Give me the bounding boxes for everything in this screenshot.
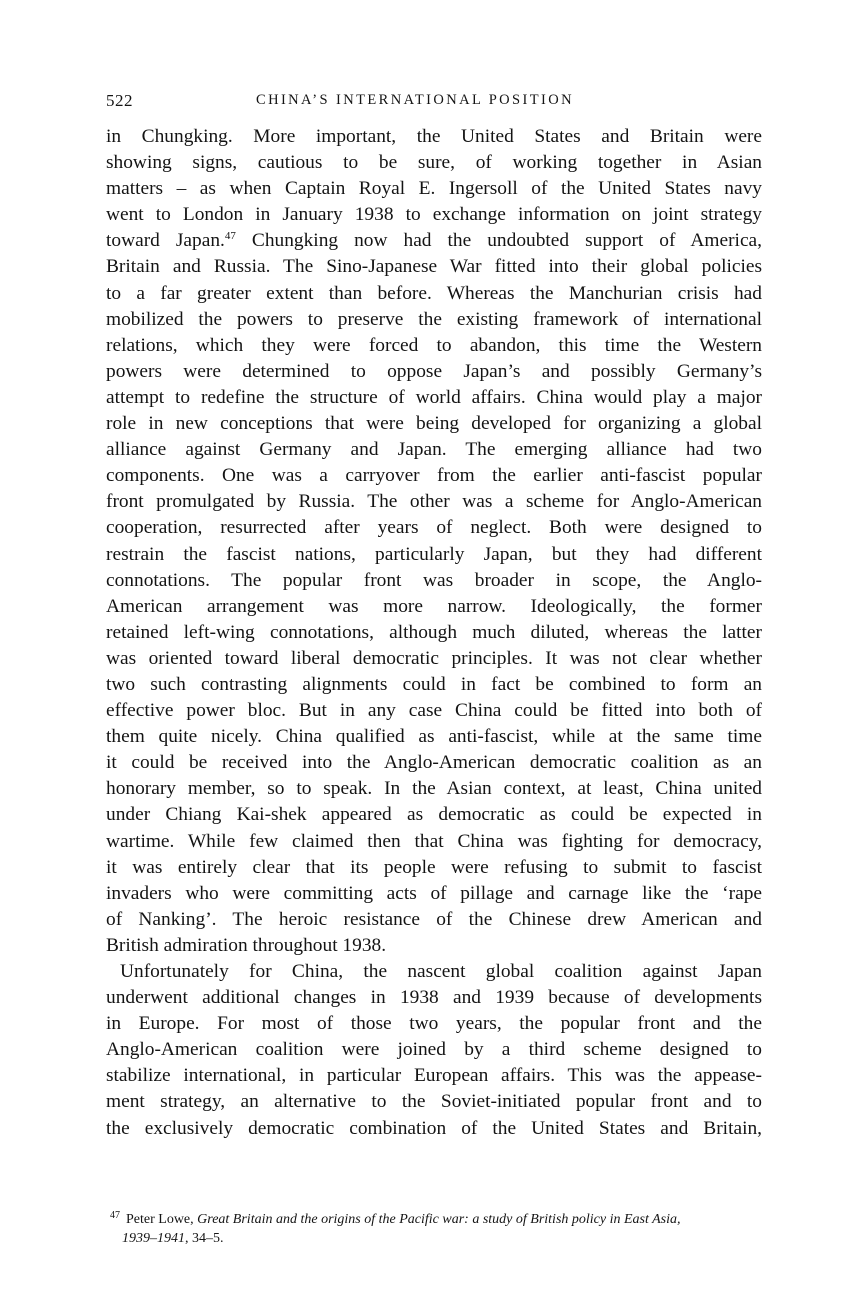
text-segment: toward Japan. bbox=[106, 230, 225, 252]
text-line bbox=[106, 228, 762, 254]
text-line: two such contrasting alignments could in fact be combined to form an bbox=[106, 673, 762, 695]
text-line: American arrangement was more narrow. Ideologically, the former bbox=[106, 595, 762, 617]
text-line: mobilized the powers to preserve the existing framework of international bbox=[106, 308, 762, 330]
text-line: British admiration throughout 1938. bbox=[106, 934, 387, 956]
text-line: connotations. The popular front was broader in scope, the Anglo- bbox=[106, 569, 762, 591]
page-number: 522 bbox=[106, 91, 133, 110]
footnote-title: Great Britain and the origins of the Pacific war: a study of British policy in East Asia, bbox=[197, 1212, 681, 1227]
text-line: stabilize international, in particular European affairs. This was the appease- bbox=[106, 1065, 762, 1087]
text-line: Britain and Russia. The Sino-Japanese War fitted into their global policies bbox=[106, 256, 762, 278]
text-line: components. One was a carryover from the earlier anti-fascist popular bbox=[106, 465, 762, 487]
paragraph-1 bbox=[106, 124, 762, 959]
text-line: role in new conceptions that were being developed for organizing a global bbox=[106, 413, 762, 435]
footnote-marker: 47 bbox=[224, 230, 236, 243]
text-line: went to London in January 1938 to exchange information on joint strategy bbox=[106, 204, 762, 226]
text-line: invaders who were committing acts of pillage and carnage like the ‘rape bbox=[106, 882, 762, 904]
running-title: CHINA’S INTERNATIONAL POSITION bbox=[256, 92, 574, 108]
text-line: honorary member, so to speak. In the Asian context, at least, China united bbox=[106, 778, 762, 800]
text-line: Anglo-American coalition were joined by a third scheme designed to bbox=[106, 1039, 762, 1061]
body-text bbox=[106, 124, 762, 1142]
text-line: cooperation, resurrected after years of neglect. Both were designed to bbox=[106, 517, 762, 539]
text-line: of Nanking’. The heroic resistance of the Chinese drew American and bbox=[106, 908, 762, 930]
text-line: the exclusively democratic combination of the United States and Britain, bbox=[106, 1117, 762, 1139]
footnote-line bbox=[106, 1210, 762, 1229]
text-line: wartime. While few claimed then that China was fighting for democracy, bbox=[106, 830, 762, 852]
footnote-line bbox=[106, 1229, 762, 1248]
text-line: them quite nicely. China qualified as anti-fascist, while at the same time bbox=[106, 726, 762, 748]
footnote-number: 47 bbox=[110, 1210, 120, 1221]
text-line: attempt to redefine the structure of world affairs. China would play a major bbox=[106, 386, 762, 408]
text-line: it was entirely clear that its people were refusing to submit to fascist bbox=[106, 856, 762, 878]
text-line: was oriented toward liberal democratic principles. It was not clear whether bbox=[106, 647, 762, 669]
running-head bbox=[106, 91, 762, 113]
text-line: to a far greater extent than before. Whereas the Manchurian crisis had bbox=[106, 282, 762, 304]
text-line: ment strategy, an alternative to the Soviet-initiated popular front and to bbox=[106, 1091, 762, 1113]
text-line: relations, which they were forced to abandon, this time the Western bbox=[106, 334, 762, 356]
footnote-author: Peter Lowe, bbox=[126, 1212, 198, 1227]
text-line: powers were determined to oppose Japan’s and possibly Germany’s bbox=[106, 360, 762, 382]
text-line: front promulgated by Russia. The other was a scheme for Anglo-American bbox=[106, 491, 762, 513]
footnote-pages: , 34–5. bbox=[185, 1231, 224, 1246]
text-line: alliance against Germany and Japan. The emerging alliance had two bbox=[106, 439, 762, 461]
text-line: Unfortunately for China, the nascent global coalition against Japan bbox=[120, 961, 762, 982]
text-line: matters – as when Captain Royal E. Ingersoll of the United States navy bbox=[106, 178, 762, 200]
text-line: under Chiang Kai-shek appeared as democratic as could be expected in bbox=[106, 804, 762, 826]
text-line: restrain the fascist nations, particularly Japan, but they had different bbox=[106, 543, 762, 565]
text-line: effective power bloc. But in any case China could be fitted into both of bbox=[106, 700, 762, 722]
text-line: it could be received into the Anglo-American democratic coalition as an bbox=[106, 752, 762, 774]
paragraph-2 bbox=[106, 959, 762, 1142]
footnote-years: 1939–1941 bbox=[122, 1231, 185, 1246]
text-line: showing signs, cautious to be sure, of working together in Asian bbox=[106, 152, 762, 174]
text-line: in Europe. For most of those two years, the popular front and the bbox=[106, 1013, 762, 1035]
footnote bbox=[106, 1210, 762, 1248]
text-segment: Chungking now had the undoubted support of America, bbox=[235, 230, 762, 252]
text-line: in Chungking. More important, the United States and Britain were bbox=[106, 126, 762, 147]
text-line: retained left-wing connotations, although much diluted, whereas the latter bbox=[106, 621, 762, 643]
text-line: underwent additional changes in 1938 and 1939 because of developments bbox=[106, 987, 762, 1009]
